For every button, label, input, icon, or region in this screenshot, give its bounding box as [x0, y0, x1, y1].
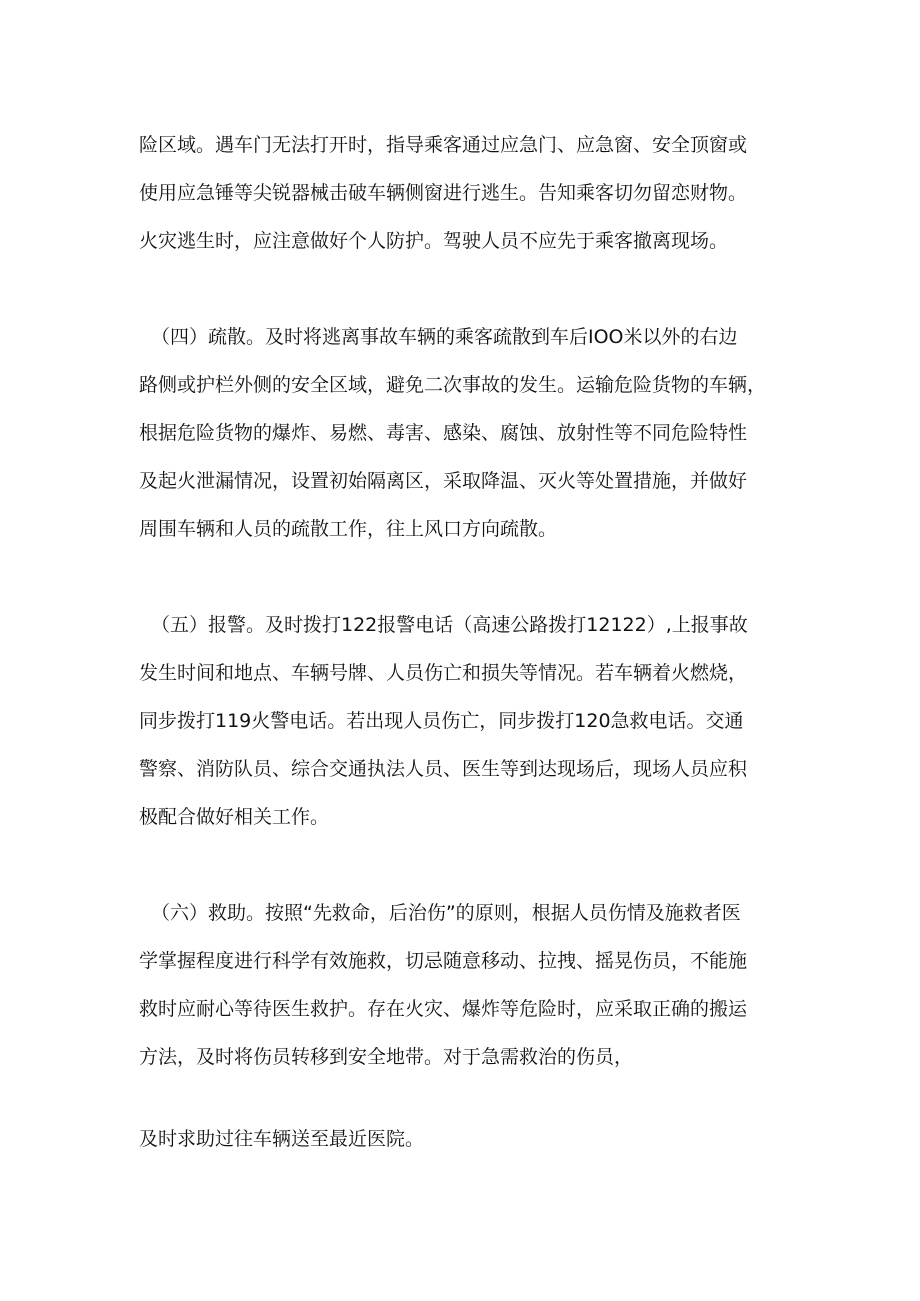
- text-line: 使用应急锤等尖锐器械击破车辆侧窗进行逃生。告知乘客切勿留恋财物。: [139, 182, 748, 204]
- paragraph-evacuation: [139, 313, 789, 553]
- text-line: 根据危险货物的爆炸、易燃、毒害、感染、腐蚀、放射性等不同危险特性: [139, 422, 748, 444]
- text-line: 及起火泄漏情况，设置初始隔离区，采取降温、灭火等处置措施，并做好: [139, 470, 748, 492]
- text-line: （五）报警。及时拨打122报警电话（高速公路拨打12122）,上报事故: [151, 614, 748, 636]
- paragraph-report-alarm: [139, 601, 789, 841]
- text-line: 方法，及时将伤员转移到安全地带。对于急需救治的伤员，: [139, 1046, 634, 1068]
- text-line: 险区域。遇车门无法打开时，指导乘客通过应急门、应急窗、安全顶窗或: [139, 134, 748, 156]
- text-line: 同步拨打119火警电话。若出现人员伤亡，同步拨打120急救电话。交通: [139, 710, 744, 732]
- paragraph-rescue-continued: [139, 1115, 789, 1163]
- text-line: 周围车辆和人员的疏散工作，往上风口方向疏散。: [139, 518, 558, 540]
- paragraph-escape-continued: [139, 121, 789, 265]
- text-line: 火灾逃生时，应注意做好个人防护。驾驶人员不应先于乘客撤离现场。: [139, 230, 729, 252]
- text-line: 发生时间和地点、车辆号牌、人员伤亡和损失等情况。若车辆着火燃烧，: [139, 662, 748, 684]
- text-line: 路侧或护栏外侧的安全区域，避免二次事故的发生。运输危险货物的车辆，: [139, 374, 767, 396]
- text-line: 及时求助过往车辆送至最近医院。: [139, 1128, 425, 1150]
- text-line: 警察、消防队员、综合交通执法人员、医生等到达现场后，现场人员应积: [139, 758, 748, 780]
- text-line: 极配合做好相关工作。: [139, 806, 330, 828]
- text-line: 救时应耐心等待医生救护。存在火灾、爆炸等危险时，应采取正确的搬运: [139, 998, 748, 1020]
- text-line: （四）疏散。及时将逃离事故车辆的乘客疏散到车后IOO米以外的右边: [151, 326, 738, 348]
- text-line: 学掌握程度进行科学有效施救，切忌随意移动、拉拽、摇晃伤员，不能施: [139, 950, 748, 972]
- paragraph-rescue: [139, 889, 789, 1081]
- text-line: （六）救助。按照“先救命，后治伤”的原则，根据人员伤情及施救者医: [151, 902, 741, 924]
